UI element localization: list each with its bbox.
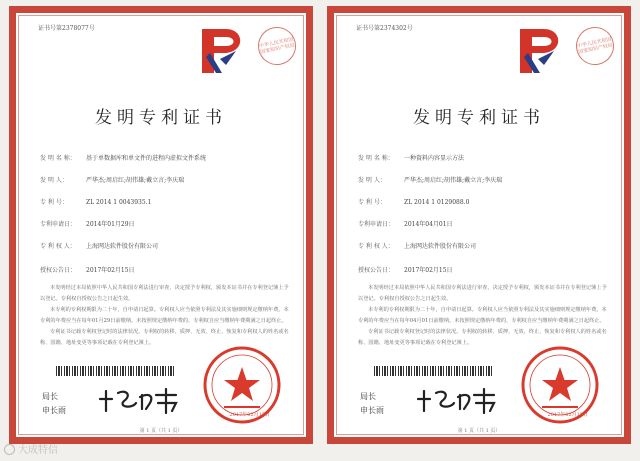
field-inventor: 发 明 人： 严华杰;周启红;胡伟雄;戴立言;李庆瑞 (40, 177, 185, 184)
certificate-number: 证书号第2378077号 (38, 25, 95, 32)
field-invention-name: 发 明 名 称： 一种資料内容显示方法 (358, 155, 465, 162)
field-inventor: 发 明 人： 严华杰;周启红;胡伟雄;戴立言;李庆瑞 (358, 177, 503, 184)
certificate-title: 发明专利证书 (95, 108, 227, 128)
field-patent-number: 专 利 号： ZL 2014 1 0129088.0 (358, 199, 470, 206)
certificate-seal: 中华人民共和国国家知识产权局 (572, 23, 617, 68)
field-patentee: 专 利 权 人： 上海网达软件股份有限公司 (358, 243, 477, 250)
stamp-date: 2017年02月15日 (547, 412, 588, 418)
patent-certificate-1 (9, 6, 313, 444)
body-paragraph: 本专利的专利权期限为二十年，自申请日起算。专利权人应当依照专利法及其实施细则规定缴纳年费。本专利的年费应当在每年04月01日前缴纳。未按照规定缴纳年费的，专利权自应当缴纳年费期满之日起终止。 (358, 307, 607, 324)
page-footer: 第 1 页（共 1 页） (139, 428, 183, 434)
director-signature (96, 385, 186, 415)
director-signature (414, 385, 504, 415)
director-name: 申长雨 (360, 406, 384, 415)
field-application-date: 专利申请日： 2014年01月29日 (40, 221, 135, 228)
patent-certificate-2 (327, 6, 631, 444)
barcode (374, 366, 492, 376)
director-name: 申长雨 (42, 406, 66, 415)
body-paragraph: 本发明经过本局依照中华人民共和国专利法进行审查，决定授予专利权，颁发本证书并在专利登记簿上予以登记。专利权自授权公告之日起生效。 (40, 285, 289, 302)
director-title: 局长 (42, 392, 58, 401)
field-patent-number: 专 利 号： ZL 2014 1 0043935.1 (40, 199, 152, 206)
barcode (56, 366, 174, 376)
stamp-date: 2017年02月15日 (229, 412, 270, 418)
body-paragraph: 本发明经过本局依照中华人民共和国专利法进行审查，决定授予专利权，颁发本证书并在专利登记簿上予以登记。专利权自授权公告之日起生效。 (358, 285, 607, 302)
body-paragraph: 本专利的专利权期限为二十年，自申请日起算。专利权人应当依照专利法及其实施细则规定缴纳年费。本专利的年费应当在每年01月29日前缴纳。未按照规定缴纳年费的，专利权自应当缴纳年费期满之日起终止。 (40, 307, 289, 324)
body-paragraph: 专利证书记载专利权登记时的法律状况。专利权的转移、质押、无效、终止、恢复和专利权人的姓名或名称、国籍、地址变更等事项记载在专利登记簿上。 (40, 329, 289, 346)
watermark-icon (4, 444, 15, 455)
field-patentee: 专 利 权 人： 上海网达软件股份有限公司 (40, 243, 159, 250)
page-footer: 第 1 页（共 1 页） (457, 428, 501, 434)
certificate-seal: 中华人民共和国国家知识产权局 (254, 23, 299, 68)
field-grant-date: 授权公告日： 2017年02月15日 (358, 267, 453, 274)
certificate-body (40, 283, 290, 349)
body-paragraph: 专利证书记载专利权登记时的法律状况。专利权的转移、质押、无效、终止、恢复和专利权人的姓名或名称、国籍、地址变更等事项记载在专利登记簿上。 (358, 329, 607, 346)
watermark: 大成特信 (4, 441, 58, 456)
field-invention-name: 发 明 名 称： 基于单数据库和单文件的进程内虚拟文件系统 (40, 155, 207, 162)
certificate-title: 发明专利证书 (413, 108, 545, 128)
certificate-body (358, 283, 608, 349)
field-grant-date: 授权公告日： 2017年02月15日 (40, 267, 135, 274)
director-title: 局长 (360, 392, 376, 401)
certificate-number: 证书号第2374302号 (356, 25, 413, 32)
sipo-logo-icon (196, 23, 252, 79)
field-application-date: 专利申请日： 2014年04月01日 (358, 221, 453, 228)
sipo-logo-icon (514, 23, 570, 79)
